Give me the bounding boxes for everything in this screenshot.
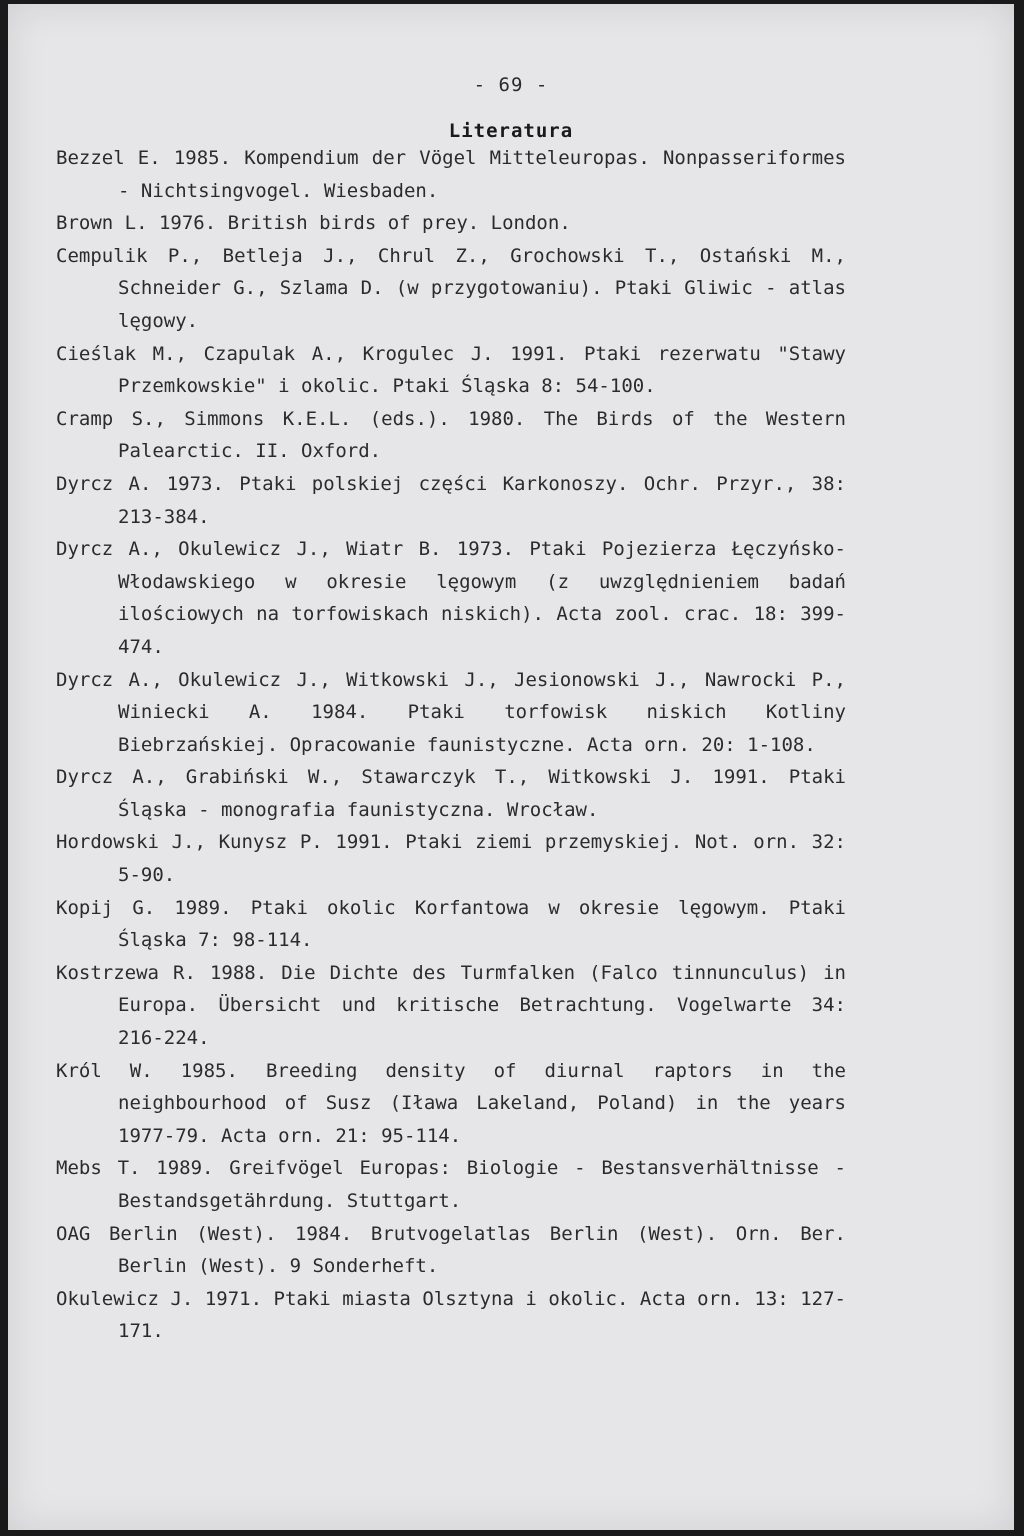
reference-entry: Dyrcz A., Grabiński W., Stawarczyk T., Witkowski J. 1991. Ptaki Śląska - monografia faunistyczna. Wrocław. — [56, 766, 846, 821]
reference-entry: Kopij G. 1989. Ptaki okolic Korfantowa w okresie lęgowym. Ptaki Śląska 7: 98-114. — [56, 896, 846, 952]
reference-entry: Cramp S., Simmons K.E.L. (eds.). 1980. The Birds of the Western Palearctic. II. Oxford. — [56, 407, 846, 463]
reference-entry: Król W. 1985. Breeding density of diurnal raptors in the neighbourhood of Susz (Iława Lakeland, Poland) in the years 1977-79. Acta orn. 21: 95-114. — [56, 1059, 846, 1147]
reference-entry: Dyrcz A., Okulewicz J., Witkowski J., Jesionowski J., Nawrocki P., Winiecki A. 1984. Ptaki torfowisk niskich Kotliny Biebrzańskiej. Opracowanie faunistyczne. Acta orn. 20: 1-108. — [56, 668, 846, 756]
document-page — [8, 4, 1014, 1530]
reference-entry: Hordowski J., Kunysz P. 1991. Ptaki ziemi przemyskiej. Not. orn. 32: 5-90. — [56, 831, 846, 887]
reference-entry: Cieślak M., Czapulak A., Krogulec J. 1991. Ptaki rezerwatu "Stawy Przemkowskie" i okolic. Ptaki Śląska 8: 54-100. — [56, 342, 846, 398]
reference-entry: Kostrzewa R. 1988. Die Dichte des Turmfalken (Falco tinnunculus) in Europa. Übersicht und kritische Betrachtung. Vogelwarte 34: 216-224. — [56, 961, 846, 1050]
reference-entry: Dyrcz A. 1973. Ptaki polskiej części Karkonoszy. Ochr. Przyr., 38: 213-384. — [56, 472, 846, 528]
reference-entry: Dyrcz A., Okulewicz J., Wiatr B. 1973. Ptaki Pojezierza Łęczyńsko-Włodawskiego w okresie lęgowym (z uwzględnieniem badań ilościowych na torfowiskach niskich). Acta zool. crac. 18: 399-474. — [56, 538, 846, 658]
reference-entry: Cempulik P., Betleja J., Chrul Z., Grochowski T., Ostański M., Schneider G., Szlama D. (w przygotowaniu). Ptaki Gliwic - atlas lęgowy. — [56, 244, 846, 332]
reference-entry: Brown L. 1976. British birds of prey. London. — [56, 212, 571, 235]
reference-entry: Bezzel E. 1985. Kompendium der Vögel Mitteleuropas. Nonpasseriformes - Nichtsingvogel. Wiesbaden. — [56, 147, 846, 202]
section-heading: Literatura — [448, 120, 574, 142]
reference-list — [56, 142, 846, 1348]
reference-entry: OAG Berlin (West). 1984. Brutvogelatlas Berlin (West). Orn. Ber. Berlin (West). 9 Sonderheft. — [56, 1222, 846, 1278]
reference-entry: Okulewicz J. 1971. Ptaki miasta Olsztyna i okolic. Acta orn. 13: 127-171. — [56, 1287, 846, 1343]
reference-entry: Mebs T. 1989. Greifvögel Europas: Biologie - Bestansverhältnisse - Bestandsgetährdung. Stuttgart. — [56, 1157, 846, 1212]
page-number: - 69 - — [473, 74, 549, 96]
